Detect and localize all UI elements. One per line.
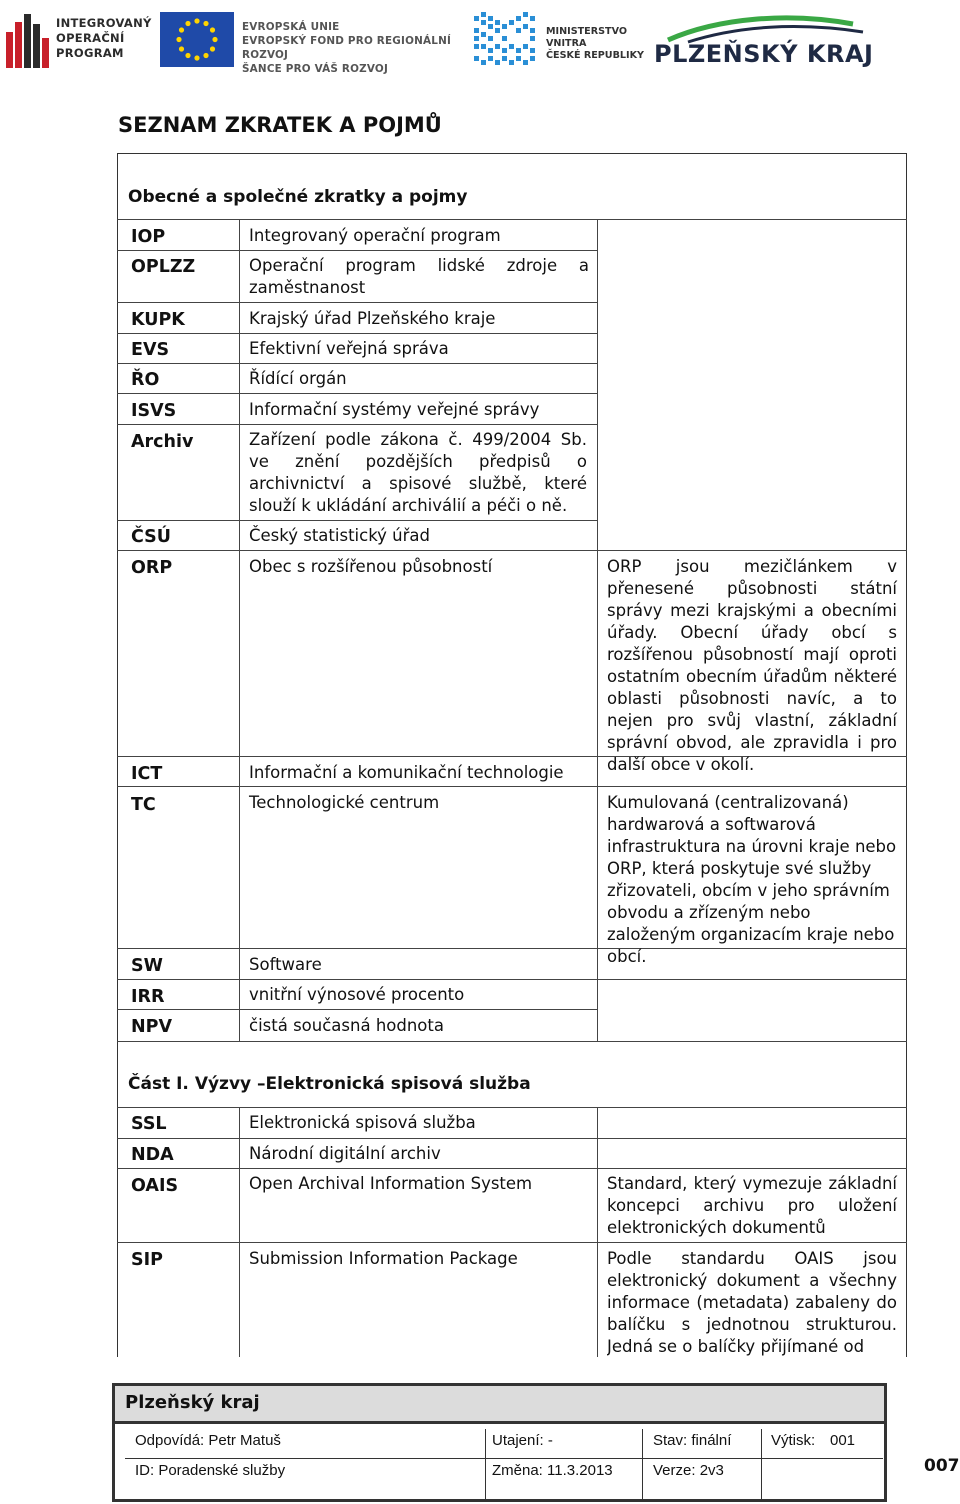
abbr-cell: TC <box>131 795 156 815</box>
footer-status: Stav: finální <box>653 1432 732 1449</box>
note-cell: Kumulovaná (centralizovaná) hardwarová a softwarová infrastruktura na úrovni kraje nebo ORP, která poskytuje své služby zřizovateli, obcím v jeho správním obvodu a zřízeným nebo založeným organizacím kraje nebo obcí. <box>607 793 897 966</box>
term-cell: Open Archival Information System <box>249 1174 533 1193</box>
mv-logo-line: MINISTERSTVO VNITRA <box>546 26 627 49</box>
term-cell: Informační a komunikační technologie <box>249 763 564 782</box>
abbr-cell: IRR <box>131 987 165 1007</box>
term-cell: Elektronická spisová služba <box>249 1113 476 1132</box>
abbr-cell: ICT <box>131 764 163 784</box>
eu-logo <box>160 12 465 75</box>
term-cell: Informační systémy veřejné správy <box>249 400 540 419</box>
term-cell: Krajský úřad Plzeňského kraje <box>249 309 496 328</box>
table-rule <box>239 1107 240 1357</box>
table-rule <box>117 786 907 787</box>
term-cell: Technologické centrum <box>249 793 440 812</box>
header-logos <box>0 0 960 80</box>
term-cell: Submission Information Package <box>249 1249 518 1268</box>
term-cell: Řídící orgán <box>249 369 347 388</box>
document-footer <box>112 1383 887 1502</box>
abbr-cell: SSL <box>131 1114 167 1134</box>
table-rule <box>117 1168 907 1169</box>
table-rule <box>117 1138 907 1139</box>
table-rule <box>239 219 240 1041</box>
footer-rule <box>642 1429 643 1499</box>
section-title-part-1: Část I. Výzvy –Elektronická spisová služba <box>128 1074 531 1094</box>
term-cell: čistá současná hodnota <box>249 1016 444 1035</box>
footer-copy-label: Výtisk: <box>771 1432 816 1449</box>
note-cell: ORP jsou mezičlánkem v přenesené působnosti státní správy mezi krajskými a obecními úřady. Obecní úřady obcí s rozšířenou působností mají oproti ostatním obecním úřadům některé oblasti působnosti navíc, a to nejen pro svůj vlastní, základní správní obvod, ale zpravidla i pro další obce v okolí. <box>607 557 897 774</box>
page-title: SEZNAM ZKRATEK A POJMŮ <box>118 113 442 137</box>
table-rule <box>117 550 907 551</box>
eu-logo-line: EVROPSKÝ FOND PRO REGIONÁLNÍ ROZVOJ <box>242 35 452 61</box>
table-rule <box>117 1242 907 1243</box>
table-rule <box>597 1107 598 1357</box>
term-cell: Český statistický úřad <box>249 526 431 545</box>
abbr-cell: IOP <box>131 227 166 247</box>
term-cell: Národní digitální archiv <box>249 1144 441 1163</box>
abbr-cell: KUPK <box>131 310 185 330</box>
abbr-cell: NPV <box>131 1017 173 1037</box>
abbr-cell: NDA <box>131 1145 174 1165</box>
table-rule <box>117 250 597 251</box>
footer-id: ID: Poradenské služby <box>135 1462 286 1479</box>
abbr-cell: OAIS <box>131 1176 179 1196</box>
eu-flag-icon <box>160 12 234 67</box>
footer-rule <box>125 1458 883 1459</box>
footer-responsible: Odpovídá: Petr Matuš <box>135 1432 281 1449</box>
abbr-cell: EVS <box>131 340 170 360</box>
iop-logo <box>6 10 156 70</box>
mv-dots-icon <box>472 10 540 68</box>
table-rule <box>117 979 907 980</box>
page-number: 007 <box>924 1456 960 1476</box>
plzensky-kraj-logo <box>648 14 874 74</box>
term-cell: Operační program lidské zdroje a zaměstnanost <box>249 256 589 297</box>
abbr-cell: Archiv <box>131 432 194 452</box>
iop-logo-line: INTEGROVANÝ <box>56 16 152 30</box>
table-rule <box>117 302 597 303</box>
table-rule <box>117 520 597 521</box>
section-title-general: Obecné a společné zkratky a pojmy <box>128 187 468 207</box>
term-cell: vnitřní výnosové procento <box>249 985 465 1004</box>
abbr-cell: ISVS <box>131 401 177 421</box>
abbr-cell: ČSÚ <box>131 527 171 547</box>
table-rule <box>117 1009 597 1010</box>
abbr-cell: ORP <box>131 558 173 578</box>
footer-rule <box>761 1429 762 1499</box>
term-cell: Obec s rozšířenou působností <box>249 557 493 576</box>
table-rule <box>597 219 598 1041</box>
pk-logo-text: PLZEŇSKÝ KRAJ <box>654 40 874 68</box>
footer-header <box>115 1386 884 1424</box>
table-rule <box>117 1107 907 1108</box>
footer-version: Verze: 2v3 <box>653 1462 724 1479</box>
table-rule <box>117 1041 907 1042</box>
mv-logo-line: ČESKÉ REPUBLIKY <box>546 50 644 61</box>
eu-logo-line: ŠANCE PRO VÁŠ ROZVOJ <box>242 63 389 75</box>
abbr-cell: SW <box>131 956 163 976</box>
footer-copy-value: 001 <box>830 1432 856 1449</box>
abbr-cell: ŘO <box>131 370 160 390</box>
footer-confidential: Utajení: - <box>492 1432 553 1449</box>
mv-logo <box>472 10 652 68</box>
eu-logo-line: EVROPSKÁ UNIE <box>242 21 340 33</box>
table-rule <box>117 424 597 425</box>
table-rule <box>117 363 597 364</box>
term-cell: Software <box>249 955 322 974</box>
term-cell: Efektivní veřejná správa <box>249 339 449 358</box>
term-cell: Zařízení podle zákona č. 499/2004 Sb. ve znění pozdějších předpisů o archivnictví a spisové službě, které slouží k ukládání archiválií a péči o ně. <box>249 430 587 515</box>
term-cell: Integrovaný operační program <box>249 226 501 245</box>
abbr-cell: SIP <box>131 1250 163 1270</box>
iop-logo-line: PROGRAM <box>56 46 124 60</box>
iop-stripes-icon <box>6 14 50 68</box>
abbr-cell: OPLZZ <box>131 257 196 277</box>
table-rule <box>117 393 597 394</box>
footer-organization: Plzeňský kraj <box>125 1392 260 1413</box>
table-rule <box>117 333 597 334</box>
note-cell: Podle standardu OAIS jsou elektronický dokument a všechny informace (metadata) zabaleny do balíčku s jednotnou strukturou. Jedná se o balíčky přijímané od <box>607 1249 897 1356</box>
table-rule <box>117 219 907 220</box>
footer-rule <box>485 1429 486 1499</box>
footer-change-date: Změna: 11.3.2013 <box>492 1462 613 1479</box>
iop-logo-line: OPERAČNÍ <box>56 31 125 45</box>
note-cell: Standard, který vymezuje základní koncepci archivu pro uložení elektronických dokumentů <box>607 1174 897 1237</box>
